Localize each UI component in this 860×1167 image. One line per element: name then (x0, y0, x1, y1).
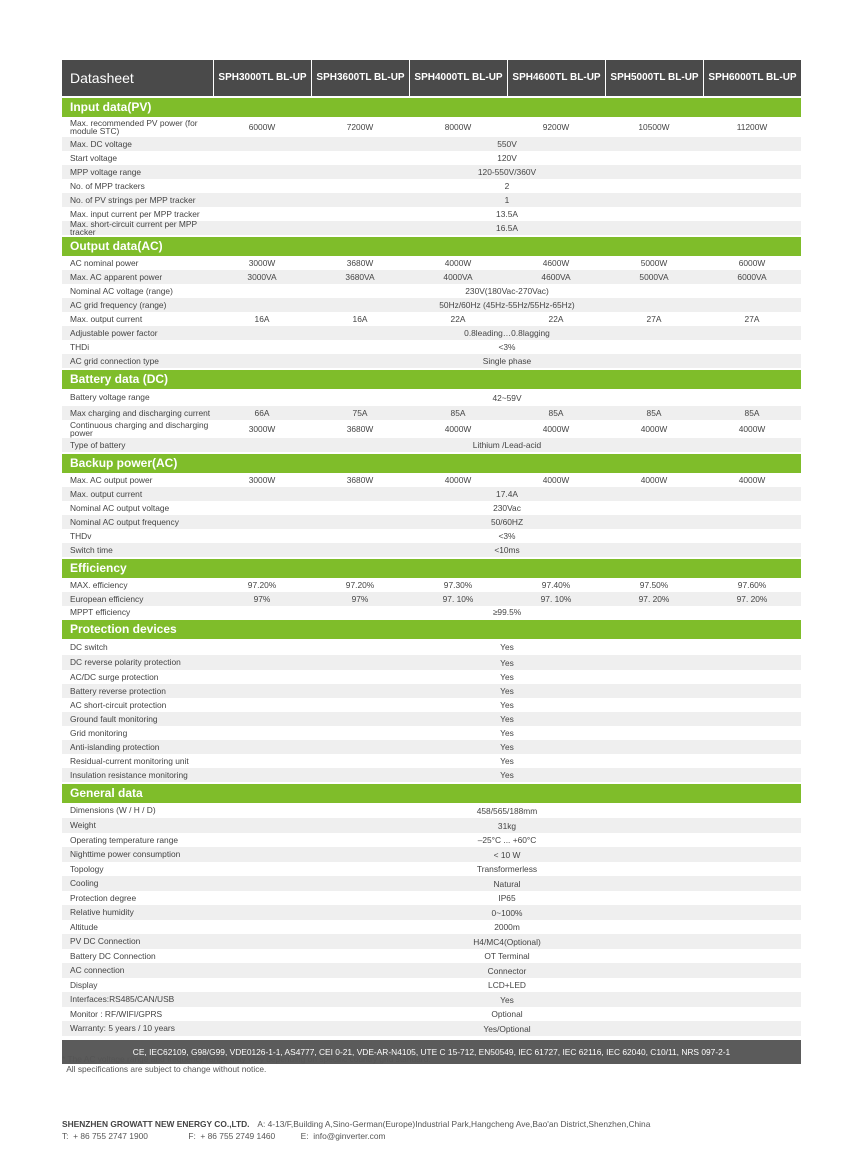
spec-value: 75A (352, 408, 368, 418)
spec-label: European efficiency (70, 593, 144, 604)
spec-label: Nominal AC output frequency (70, 516, 179, 527)
section-title: Protection devices (62, 620, 801, 639)
spec-row (62, 920, 801, 934)
spec-row (62, 165, 801, 179)
spec-value: 4600W (542, 258, 570, 268)
spec-label: Relative humidity (70, 907, 134, 918)
section-title: Output data(AC) (62, 237, 801, 256)
spec-value: 230Vac (493, 503, 521, 513)
spec-label: Max. recommended PV power (for module STC) (70, 117, 198, 136)
spec-value: Yes (500, 994, 514, 1005)
spec-row (62, 818, 801, 833)
spec-row (62, 312, 801, 326)
spec-value: 4000W (444, 475, 472, 485)
spec-value: Yes (500, 700, 514, 710)
company-footer (62, 1118, 656, 1142)
spec-row (62, 406, 801, 420)
section-title: General data (62, 784, 801, 803)
spec-value: 3680W (346, 258, 374, 268)
spec-label: THDi (70, 341, 90, 352)
spec-label: Display (70, 979, 98, 990)
spec-label: Max. short-circuit current per MPP tracker (70, 218, 197, 237)
spec-value: 16A (352, 314, 368, 324)
spec-label: Grid monitoring (70, 727, 128, 738)
spec-label: Switch time (70, 544, 113, 555)
spec-label: Max. input current per MPP tracker (70, 208, 200, 219)
spec-value: H4/MC4(Optional) (473, 936, 541, 947)
spec-value: Yes (500, 742, 514, 752)
spec-value: 4000W (444, 424, 472, 434)
footnote-line: All specifications are subject to change without notice. (62, 1064, 267, 1074)
spec-value: 50Hz/60Hz (45Hz-55Hz/55Hz-65Hz) (439, 300, 575, 310)
spec-label: Max. output current (70, 313, 143, 324)
spec-label: AC grid frequency (range) (70, 299, 167, 310)
spec-row (62, 326, 801, 340)
spec-value: 85A (548, 408, 564, 418)
spec-row (62, 655, 801, 670)
spec-row (62, 515, 801, 529)
spec-label: MAX. efficiency (70, 579, 128, 590)
spec-value: 97.50% (639, 580, 669, 590)
datasheet-title: Datasheet (70, 70, 134, 86)
spec-row (62, 501, 801, 515)
spec-value: 120V (497, 153, 517, 163)
spec-row (62, 978, 801, 992)
spec-value: 66A (254, 408, 270, 418)
spec-row (62, 354, 801, 368)
spec-value: 16.5A (496, 223, 518, 233)
spec-label: AC grid connection type (70, 355, 159, 366)
spec-value: 97% (253, 594, 271, 604)
spec-row (62, 670, 801, 684)
datasheet-table (62, 60, 801, 1064)
spec-label: No. of PV strings per MPP tracker (70, 194, 196, 205)
spec-value: LCD+LED (488, 980, 526, 990)
section-title: Backup power(AC) (62, 454, 801, 473)
spec-value: Yes (500, 672, 514, 682)
spec-label: Nighttime power consumption (70, 849, 181, 860)
spec-value: 458/565/188mm (476, 805, 538, 816)
spec-value: 85A (450, 408, 466, 418)
model-header: SPH5000TL BL-UP (605, 60, 703, 96)
spec-label: AC/DC surge protection (70, 671, 159, 682)
footnotes (62, 1054, 431, 1074)
spec-value: 4000W (542, 475, 570, 485)
spec-row (62, 298, 801, 312)
spec-row (62, 862, 801, 876)
spec-row (62, 218, 801, 237)
spec-value: 0.8leading…0.8lagging (464, 328, 550, 338)
spec-label: Nominal AC voltage (range) (70, 285, 173, 296)
spec-value: 2000m (494, 922, 520, 932)
model-header: SPH6000TL BL-UP (703, 60, 801, 96)
spec-value: 550V (497, 139, 517, 149)
spec-value: ≥99.5% (492, 607, 522, 617)
spec-value: OT Terminal (484, 951, 530, 961)
spec-value: Connector (487, 965, 527, 976)
section-title: Input data(PV) (62, 98, 801, 117)
spec-value: 97. 10% (540, 594, 572, 604)
spec-value: 11200W (736, 122, 768, 132)
fax-number: F: + 86 755 2749 1460 (188, 1131, 276, 1141)
spec-value: 97.60% (737, 580, 767, 590)
section-body (62, 578, 801, 618)
spec-value: Yes (500, 728, 514, 738)
spec-row (62, 592, 801, 606)
model-header: SPH3000TL BL-UP (213, 60, 311, 96)
spec-row (62, 606, 801, 618)
spec-row (62, 578, 801, 592)
spec-value: <3% (498, 342, 516, 352)
model-header: SPH3600TL BL-UP (311, 60, 409, 96)
spec-label: Battery reverse protection (70, 685, 166, 696)
spec-value: 7200W (346, 122, 374, 132)
spec-value: 27A (744, 314, 760, 324)
spec-row (62, 740, 801, 754)
spec-value: <10ms (494, 545, 520, 555)
spec-value: 2 (504, 181, 510, 191)
spec-row (62, 340, 801, 354)
spec-value: Yes (500, 642, 514, 652)
spec-row (62, 934, 801, 949)
spec-row (62, 487, 801, 501)
spec-label: Insulation resistance monitoring (70, 769, 188, 780)
spec-row (62, 1021, 801, 1036)
spec-value: 10500W (638, 122, 670, 132)
spec-value: 3680VA (345, 272, 375, 282)
spec-row (62, 698, 801, 712)
spec-label: Battery voltage range (70, 392, 150, 403)
spec-row (62, 256, 801, 270)
spec-label: Max. AC apparent power (70, 271, 163, 282)
spec-label: Ground fault monitoring (70, 713, 158, 724)
section-body (62, 117, 801, 235)
spec-row (62, 833, 801, 847)
spec-label: AC connection (70, 965, 125, 976)
spec-value: 4600VA (541, 272, 571, 282)
spec-label: AC nominal power (70, 257, 139, 268)
spec-row (62, 891, 801, 905)
company-name: SHENZHEN GROWATT NEW ENERGY CO.,LTD. (62, 1119, 250, 1129)
spec-value: Natural (493, 878, 521, 889)
spec-row (62, 389, 801, 406)
spec-label: Topology (70, 863, 104, 874)
spec-value: 5000VA (639, 272, 669, 282)
spec-row (62, 876, 801, 891)
spec-row (62, 543, 801, 557)
spec-value: 97% (351, 594, 369, 604)
section-body (62, 256, 801, 368)
spec-value: Yes (500, 714, 514, 724)
footnote-line: * The AC voltage range and frequency range may vary depending on specific country grid standard. (62, 1054, 431, 1064)
spec-row (62, 151, 801, 165)
spec-value: 97.20% (345, 580, 375, 590)
spec-row (62, 438, 801, 452)
spec-value: 6000W (738, 258, 766, 268)
spec-label: PV DC Connection (70, 936, 141, 947)
spec-label: Operating temperature range (70, 834, 179, 845)
spec-value: Yes (500, 657, 514, 668)
spec-sections (62, 98, 801, 1036)
spec-label: Nominal AC output voltage (70, 502, 170, 513)
section-body (62, 639, 801, 782)
spec-value: Single phase (482, 356, 532, 366)
spec-row (62, 712, 801, 726)
spec-label: DC reverse polarity protection (70, 657, 181, 668)
spec-label: Battery DC Connection (70, 950, 156, 961)
spec-label: No. of MPP trackers (70, 180, 145, 191)
spec-value: 22A (548, 314, 564, 324)
spec-value: 17.4A (496, 489, 518, 499)
spec-value: 3000W (248, 475, 276, 485)
spec-value: 97. 10% (442, 594, 474, 604)
section-title: Efficiency (62, 559, 801, 578)
spec-value: 0~100% (491, 907, 523, 918)
spec-value: 4000W (738, 475, 766, 485)
spec-row (62, 1007, 801, 1021)
spec-label: Anti-islanding protection (70, 741, 160, 752)
model-header: SPH4600TL BL-UP (507, 60, 605, 96)
spec-value: 31kg (497, 820, 517, 831)
spec-value: 97. 20% (736, 594, 768, 604)
spec-value: 97.30% (443, 580, 473, 590)
spec-row (62, 768, 801, 782)
spec-value: 4000W (640, 424, 668, 434)
email-address: E: info@ginverter.com (300, 1131, 386, 1141)
spec-value: 42~59V (492, 392, 522, 403)
spec-value: Optional (491, 1009, 523, 1019)
spec-value: Yes (500, 770, 514, 780)
spec-value: Yes/Optional (483, 1023, 531, 1034)
spec-label: MPPT efficiency (70, 606, 131, 617)
spec-row (62, 905, 801, 920)
spec-label: Max. DC voltage (70, 138, 132, 149)
section-body (62, 389, 801, 452)
phone-number: T: + 86 755 2747 1900 (62, 1131, 148, 1141)
spec-label: MPP voltage range (70, 166, 142, 177)
spec-label: Adjustable power factor (70, 327, 158, 338)
spec-value: < 10 W (493, 849, 521, 860)
spec-label: Start voltage (70, 152, 118, 163)
spec-row (62, 963, 801, 978)
spec-value: Transformerless (476, 864, 538, 874)
spec-value: Yes (500, 756, 514, 766)
spec-label: Weight (70, 820, 96, 831)
section-body (62, 803, 801, 1036)
section-body (62, 473, 801, 557)
spec-row (62, 803, 801, 818)
spec-value: IP65 (498, 893, 516, 903)
spec-value: 97.20% (247, 580, 277, 590)
spec-row (62, 754, 801, 768)
spec-value: 97. 20% (638, 594, 670, 604)
spec-row (62, 684, 801, 698)
spec-row (62, 726, 801, 740)
spec-row (62, 949, 801, 963)
spec-row (62, 270, 801, 284)
spec-label: Max. AC output power (70, 474, 153, 485)
spec-row (62, 473, 801, 487)
spec-value: 6000VA (737, 272, 767, 282)
table-header (62, 60, 801, 96)
model-header: SPH4000TL BL-UP (409, 60, 507, 96)
spec-value: 85A (646, 408, 662, 418)
spec-value: <3% (498, 531, 516, 541)
spec-value: 4000W (738, 424, 766, 434)
spec-value: 3680W (346, 475, 374, 485)
spec-value: 1 (504, 195, 510, 205)
spec-value: 27A (646, 314, 662, 324)
spec-label: Residual-current monitoring unit (70, 755, 189, 766)
spec-value: Yes (500, 686, 514, 696)
spec-row (62, 284, 801, 298)
spec-value: 5000W (640, 258, 668, 268)
spec-label: Dimensions (W / H / D) (70, 805, 156, 816)
spec-row (62, 639, 801, 655)
spec-label: THDv (70, 530, 92, 541)
spec-label: Protection degree (70, 892, 137, 903)
spec-value: 120-550V/360V (477, 167, 537, 177)
spec-value: 4000W (444, 258, 472, 268)
spec-label: Max. output current (70, 488, 143, 499)
spec-row (62, 193, 801, 207)
spec-row (62, 529, 801, 543)
spec-value: 3000VA (247, 272, 277, 282)
spec-label: Monitor : RF/WIFI/GPRS (70, 1008, 163, 1019)
spec-value: 8000W (444, 122, 472, 132)
spec-value: 16A (254, 314, 270, 324)
spec-label: Interfaces:RS485/CAN/USB (70, 994, 175, 1005)
spec-value: 97.40% (541, 580, 571, 590)
spec-value: 13.5A (496, 209, 518, 219)
spec-value: 3680W (346, 424, 374, 434)
spec-label: Type of battery (70, 439, 126, 450)
spec-value: 6000W (248, 122, 276, 132)
spec-value: 4000W (542, 424, 570, 434)
spec-row (62, 420, 801, 438)
spec-row (62, 179, 801, 193)
spec-value: 230V(180Vac-270Vac) (465, 286, 549, 296)
spec-value: 3000W (248, 424, 276, 434)
spec-value: Lithium /Lead-acid (472, 440, 542, 450)
spec-label: Warranty: 5 years / 10 years (70, 1023, 175, 1034)
spec-value: –25°C ... +60°C (477, 835, 537, 845)
spec-row (62, 992, 801, 1007)
spec-value: 3000W (248, 258, 276, 268)
spec-label: Cooling (70, 878, 99, 889)
spec-value: 4000W (640, 475, 668, 485)
spec-value: 50/60HZ (490, 517, 524, 527)
spec-value: 85A (744, 408, 760, 418)
spec-label: Max charging and discharging current (70, 407, 211, 418)
spec-row (62, 847, 801, 862)
company-address: A: 4-13/F,Building A,Sino-German(Europe)Industrial Park,Hangcheng Ave,Bao'an District,Shenzhen,China (257, 1119, 651, 1129)
spec-value: 4000VA (443, 272, 473, 282)
spec-row (62, 117, 801, 137)
spec-row (62, 137, 801, 151)
section-title: Battery data (DC) (62, 370, 801, 389)
spec-label: Altitude (70, 921, 98, 932)
spec-value: 9200W (542, 122, 570, 132)
spec-label: Continuous charging and discharging power (70, 419, 209, 438)
spec-value: 22A (450, 314, 466, 324)
spec-label: DC switch (70, 641, 108, 652)
spec-label: AC short-circuit protection (70, 699, 167, 710)
certifications-bar: CE, IEC62109, G98/G99, VDE0126-1-1, AS4777, CEI 0-21, VDE-AR-N4105, UTE C 15-712, EN50549, IEC 61727, IEC 62116, IEC 62040, C10/11, NRS 097-2-1 (62, 1040, 801, 1064)
